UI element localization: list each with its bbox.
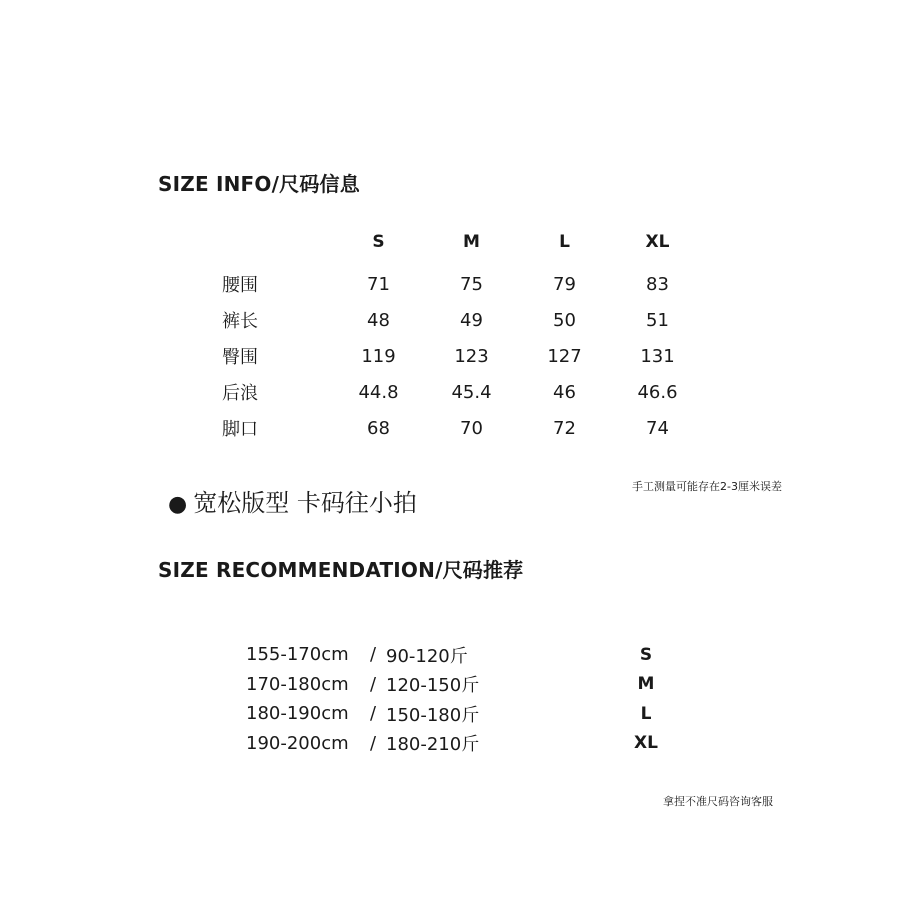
recommendation-row: [246, 729, 676, 759]
cell-value: 83: [646, 273, 669, 295]
size-info-table: [200, 226, 704, 446]
separator: /: [370, 732, 377, 754]
cell-value: 123: [454, 345, 489, 367]
row-label: 臀围: [222, 347, 258, 368]
cell-value: 79: [553, 273, 576, 295]
table-row: [200, 374, 704, 410]
height-range: 180-190cm: [246, 703, 349, 725]
cell-value: 70: [460, 417, 483, 439]
cell-value: 45.4: [451, 381, 492, 403]
fit-note: [168, 483, 417, 518]
bullet-dot-icon: ●: [168, 492, 188, 517]
weight-range: 180-210斤: [386, 734, 480, 756]
recommended-size: XL: [634, 733, 658, 754]
size-info-header-row: [200, 226, 704, 266]
column-header-xl: XL: [645, 232, 670, 252]
separator: /: [370, 673, 377, 695]
cell-value: 74: [646, 417, 669, 439]
table-row: [200, 338, 704, 374]
cell-value: 44.8: [358, 381, 399, 403]
size-recommendation-title: SIZE RECOMMENDATION/尺码推荐: [158, 558, 524, 582]
table-row: [200, 266, 704, 302]
weight-range: 150-180斤: [386, 704, 480, 726]
customer-service-note: 拿捏不准尺码咨询客服: [663, 795, 773, 808]
weight-range: 120-150斤: [386, 675, 480, 697]
recommended-size: S: [639, 644, 653, 665]
size-recommendation-table: [246, 640, 676, 758]
column-header-m: M: [463, 232, 480, 252]
weight-range: 90-120斤: [386, 645, 468, 667]
cell-value: 71: [367, 273, 390, 295]
recommended-size: L: [640, 703, 652, 724]
table-row: [200, 302, 704, 338]
cell-value: 46.6: [637, 381, 678, 403]
cell-value: 49: [460, 309, 483, 331]
size-info-title: SIZE INFO/尺码信息: [158, 172, 360, 196]
cell-value: 131: [640, 345, 675, 367]
recommendation-row: [246, 670, 676, 700]
fit-note-text: 宽松版型 卡码往小拍: [193, 489, 417, 517]
row-label: 后浪: [222, 383, 258, 404]
separator: /: [370, 644, 377, 666]
recommendation-row: [246, 640, 676, 670]
height-range: 155-170cm: [246, 644, 349, 666]
cell-value: 119: [361, 345, 396, 367]
cell-value: 46: [553, 381, 576, 403]
cell-value: 51: [646, 309, 669, 331]
separator: /: [370, 703, 377, 725]
recommended-size: M: [637, 674, 655, 695]
row-label: 腰围: [222, 275, 258, 296]
column-header-s: S: [372, 232, 385, 252]
cell-value: 68: [367, 417, 390, 439]
measurement-note: 手工测量可能存在2-3厘米误差: [632, 480, 782, 493]
cell-value: 50: [553, 309, 576, 331]
column-header-l: L: [559, 232, 570, 252]
row-label: 脚口: [222, 419, 258, 440]
cell-value: 72: [553, 417, 576, 439]
height-range: 170-180cm: [246, 673, 349, 695]
table-row: [200, 410, 704, 446]
height-range: 190-200cm: [246, 732, 349, 754]
header-empty-cell: [200, 226, 332, 266]
recommendation-row: [246, 699, 676, 729]
row-label: 裤长: [222, 311, 258, 332]
cell-value: 75: [460, 273, 483, 295]
cell-value: 48: [367, 309, 390, 331]
cell-value: 127: [547, 345, 582, 367]
